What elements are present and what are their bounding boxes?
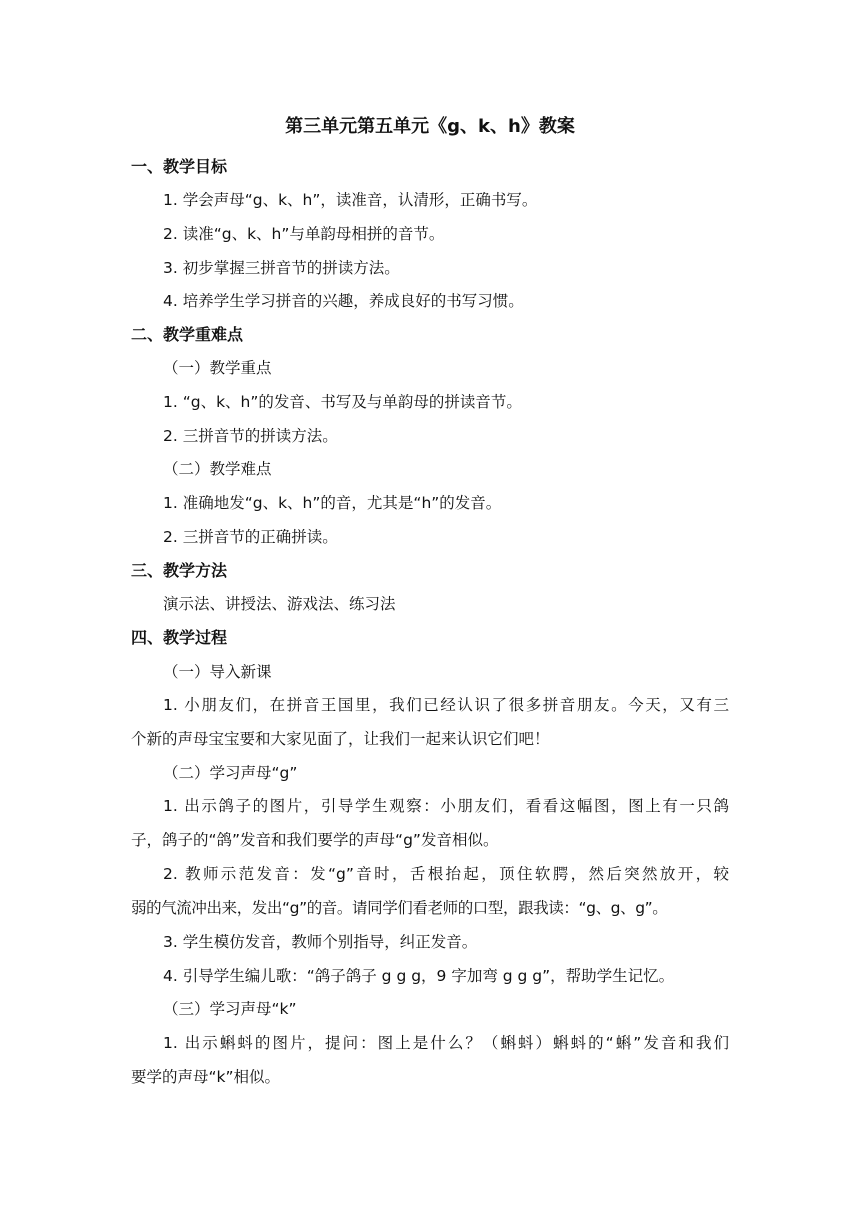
paragraph-line: 弱的气流冲出来，发出“g”的音。请同学们看老师的口型，跟我读：“g、g、g”。	[131, 899, 668, 917]
section-heading-objectives: 一、教学目标	[131, 157, 228, 176]
paragraph: 2. 读准“g、k、h”与单韵母相拼的音节。	[163, 225, 445, 243]
paragraph: 3. 学生模仿发音，教师个别指导，纠正发音。	[163, 933, 478, 951]
subheading: （二）学习声母“g”	[163, 764, 298, 782]
subheading: （三）学习声母“k”	[163, 1000, 297, 1018]
subheading: （二）教学难点	[163, 460, 272, 478]
subheading: （一）导入新课	[163, 663, 272, 681]
paragraph-line: 子，鸽子的“鸽”发音和我们要学的声母“g”发音相似。	[131, 831, 499, 849]
paragraph-line: 个新的声母宝宝要和大家见面了，让我们一起来认识它们吧！	[131, 730, 550, 748]
paragraph: 3. 初步掌握三拼音节的拼读方法。	[163, 259, 400, 277]
paragraph-line: 2. 教师示范发音：发“g”音时，舌根抬起，顶住软腭，然后突然放开，较	[163, 865, 729, 883]
paragraph: 2. 三拼音节的拼读方法。	[163, 427, 338, 445]
paragraph: 1. 学会声母“g、k、h”，读准音，认清形，正确书写。	[163, 191, 538, 209]
paragraph-line: 1. 出示蝌蚪的图片，提问：图上是什么？（蝌蚪）蝌蚪的“蝌”发音和我们	[163, 1034, 729, 1052]
paragraph: 演示法、讲授法、游戏法、练习法	[163, 595, 396, 613]
paragraph: 4. 引导学生编儿歌：“鸽子鸽子 g g g，9 字加弯 g g g”，帮助学生记忆。	[163, 967, 675, 985]
subheading: （一）教学重点	[163, 359, 272, 377]
section-heading-process: 四、教学过程	[131, 628, 228, 647]
section-heading-key-points: 二、教学重难点	[131, 325, 244, 344]
paragraph-line: 1. 小朋友们，在拼音王国里，我们已经认识了很多拼音朋友。今天，又有三	[163, 696, 729, 714]
paragraph: 1. 准确地发“g、k、h”的音，尤其是“h”的发音。	[163, 494, 502, 512]
section-heading-methods: 三、教学方法	[131, 561, 228, 580]
paragraph-line: 要学的声母“k”相似。	[131, 1068, 281, 1086]
paragraph-line: 1. 出示鸽子的图片，引导学生观察：小朋友们，看看这幅图，图上有一只鸽	[163, 797, 729, 815]
paragraph: 2. 三拼音节的正确拼读。	[163, 528, 338, 546]
paragraph: 4. 培养学生学习拼音的兴趣，养成良好的书写习惯。	[163, 292, 524, 310]
paragraph: 1. “g、k、h”的发音、书写及与单韵母的拼读音节。	[163, 393, 522, 411]
document-title: 第三单元第五单元《g、k、h》教案	[285, 116, 575, 137]
